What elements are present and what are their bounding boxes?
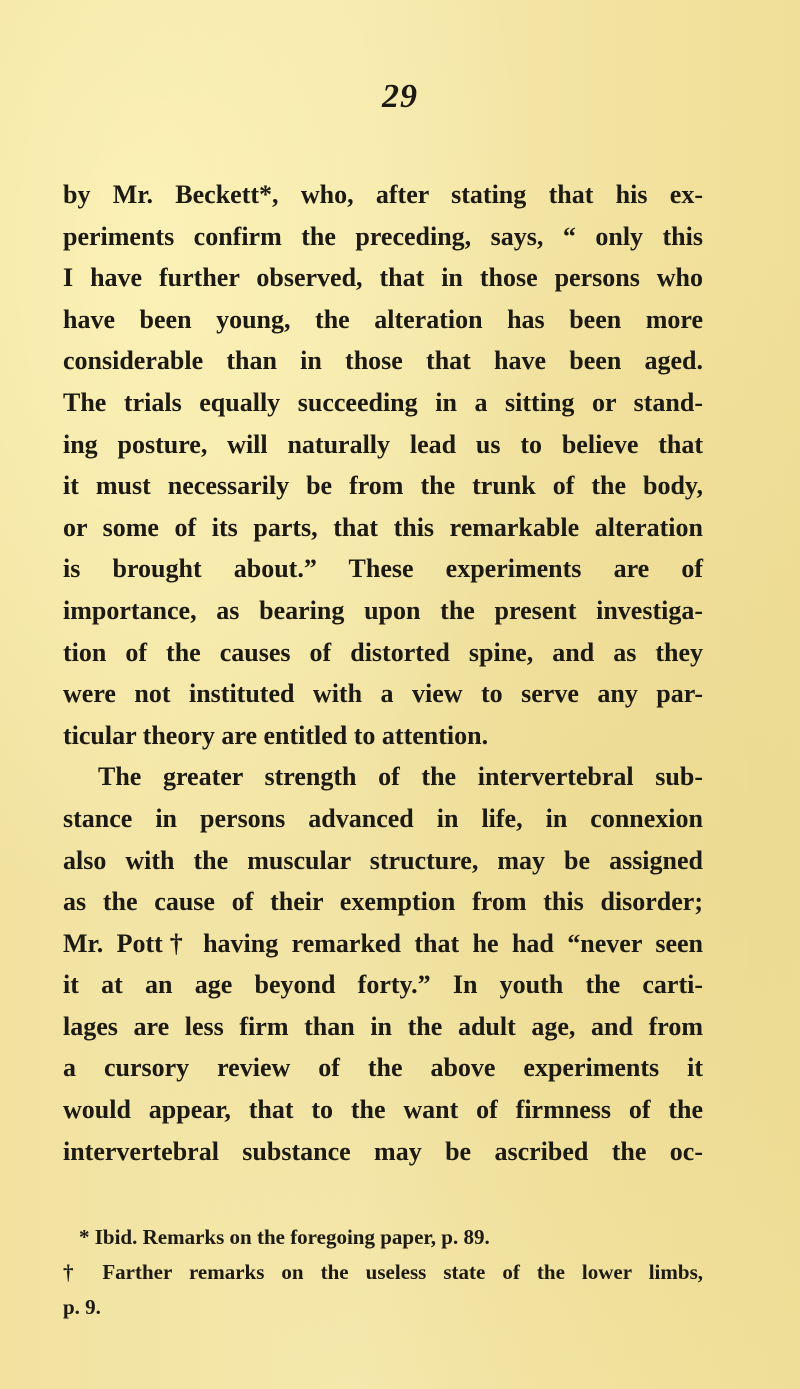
text-line: as the cause of their exemption from this disorder;	[63, 887, 703, 917]
text-line: it must necessarily be from the trunk of the body,	[63, 471, 703, 501]
text-line: considerable than in those that have been aged.	[63, 346, 703, 376]
text-line: tion of the causes of distorted spine, and as they	[63, 637, 703, 667]
text-line: have been young, the alteration has been more	[63, 304, 703, 334]
text-line: ticular theory are entitled to attention.	[63, 720, 489, 750]
text-line: periments confirm the preceding, says, “ only this	[63, 221, 703, 251]
text-line: would appear, that to the want of firmness of the	[63, 1095, 703, 1125]
text-line: it at an age beyond forty.” In youth the carti-	[63, 970, 703, 1000]
text-line: by Mr. Beckett*, who, after stating that his ex-	[63, 180, 703, 209]
text-line: a cursory review of the above experiments it	[63, 1053, 703, 1083]
footnote-continuation: p. 9.	[63, 1295, 101, 1319]
text-line: lages are less firm than in the adult age, and from	[63, 1011, 703, 1041]
text-line: The trials equally succeeding in a sitting or stand-	[63, 387, 703, 417]
text-line: also with the muscular structure, may be assigned	[63, 845, 703, 875]
text-line: were not instituted with a view to serve any par-	[63, 679, 703, 709]
paragraph-1	[63, 174, 703, 756]
footnote: † Farther remarks on the useless state of the lower limbs,	[63, 1260, 703, 1284]
text-line: ing posture, will naturally lead us to believe that	[63, 429, 703, 459]
page-number: 29	[382, 78, 418, 115]
text-line: The greater strength of the intervertebral sub-	[98, 762, 703, 792]
footnotes	[63, 1220, 703, 1325]
paragraph-2	[63, 756, 703, 1172]
body-text	[63, 174, 703, 1172]
text-line: Mr. Pott† having remarked that he had “never seen	[63, 928, 703, 958]
text-line: I have further observed, that in those persons who	[63, 263, 703, 293]
text-line: or some of its parts, that this remarkable alteration	[63, 512, 703, 542]
text-line: is brought about.” These experiments are of	[63, 554, 703, 584]
text-line: stance in persons advanced in life, in connexion	[63, 803, 703, 833]
text-line: importance, as bearing upon the present investiga-	[63, 595, 703, 625]
text-line: intervertebral substance may be ascribed the oc-	[63, 1136, 703, 1166]
footnote: * Ibid. Remarks on the foregoing paper, p. 89.	[79, 1225, 490, 1249]
